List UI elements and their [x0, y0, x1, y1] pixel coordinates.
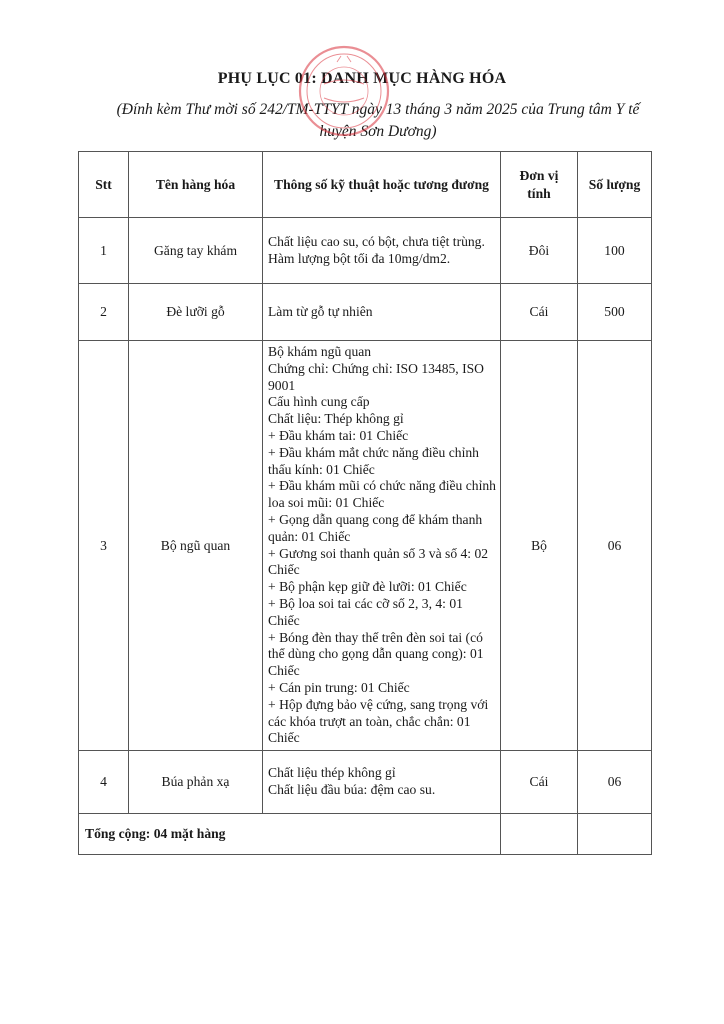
spec-line: Chứng chỉ: Chứng chỉ: ISO 13485, ISO 9001	[268, 360, 484, 393]
table-row	[79, 218, 652, 284]
row-stt: 1	[79, 218, 129, 284]
row-unit: Đôi	[501, 218, 578, 284]
spec-line: + Bộ loa soi tai các cỡ số 2, 3, 4: 01 Chiếc	[268, 595, 463, 628]
row-qty: 500	[578, 284, 652, 341]
spec-line: + Gọng dẫn quang cong để khám thanh quản: 01 Chiếc	[268, 511, 483, 544]
row-stt: 3	[79, 341, 129, 751]
spec-line: Làm từ gỗ tự nhiên	[268, 303, 373, 319]
total-unit-empty	[501, 814, 578, 855]
total-row	[79, 814, 652, 855]
spec-line: Chất liệu: Thép không gỉ	[268, 411, 404, 427]
header-spec: Thông số kỹ thuật hoặc tương đương	[263, 152, 501, 218]
spec-line: + Cán pin trung: 01 Chiếc	[268, 679, 410, 695]
header-name: Tên hàng hóa	[129, 152, 263, 218]
document-title: PHỤ LỤC 01: DANH MỤC HÀNG HÓA	[217, 70, 507, 87]
document-subtitle: (Đính kèm Thư mời số 242/TM-TTYT ngày 13 tháng 3 năm 2025 của Trung tâm Y tế huyện Sơn Dương)	[116, 101, 640, 140]
spec-line: + Hộp đựng bảo vệ cứng, sang trọng với các khóa trượt an toàn, chắc chắn: 01 Chiếc	[268, 696, 489, 746]
spec-line: + Bộ phận kẹp giữ đè lưỡi: 01 Chiếc	[268, 579, 467, 595]
row-name: Búa phản xạ	[129, 751, 263, 814]
spec-line: Cấu hình cung cấp	[268, 394, 370, 410]
goods-table	[78, 151, 652, 855]
spec-line: Chất liệu cao su, có bột, chưa tiệt trùng. Hàm lượng bột tối đa 10mg/dm2.	[268, 233, 485, 266]
spec-line: + Đầu khám tai: 01 Chiếc	[268, 427, 409, 443]
seal-mark	[337, 56, 351, 62]
row-unit: Cái	[501, 751, 578, 814]
row-spec	[263, 341, 501, 751]
header-unit: Đơn vị tính	[501, 152, 578, 218]
total-label: Tổng cộng: 04 mặt hàng	[79, 814, 501, 855]
row-unit: Cái	[501, 284, 578, 341]
table-row	[79, 284, 652, 341]
table-row	[79, 341, 652, 751]
row-name: Bộ ngũ quan	[129, 341, 263, 751]
row-unit: Bộ	[501, 341, 578, 751]
spec-line: + Gương soi thanh quản số 3 và số 4: 02 Chiếc	[268, 545, 489, 578]
row-name: Găng tay khám	[129, 218, 263, 284]
spec-line: + Đầu khám mũi có chức năng điều chỉnh loa soi mũi: 01 Chiếc	[268, 478, 496, 511]
row-qty: 06	[578, 751, 652, 814]
header-qty: Số lượng	[578, 152, 652, 218]
row-stt: 2	[79, 284, 129, 341]
spec-line: + Đầu khám mắt chức năng điều chỉnh thấu kính: 01 Chiếc	[268, 444, 479, 477]
table-header-row	[79, 152, 652, 218]
spec-line: Chất liệu đầu búa: đệm cao su.	[268, 782, 436, 798]
row-spec	[263, 751, 501, 814]
spec-line: Chất liệu thép không gỉ	[268, 765, 396, 781]
spec-line: + Bóng đèn thay thế trên đèn soi tai (có thể dùng cho gọng dẫn quang cong): 01 Chiếc	[268, 629, 484, 679]
row-stt: 4	[79, 751, 129, 814]
total-qty-empty	[578, 814, 652, 855]
row-qty: 06	[578, 341, 652, 751]
row-name: Đè lưỡi gỗ	[129, 284, 263, 341]
row-spec	[263, 218, 501, 284]
spec-line: Bộ khám ngũ quan	[268, 344, 372, 359]
table-row	[79, 751, 652, 814]
row-spec	[263, 284, 501, 341]
row-qty: 100	[578, 218, 652, 284]
header-stt: Stt	[79, 152, 129, 218]
